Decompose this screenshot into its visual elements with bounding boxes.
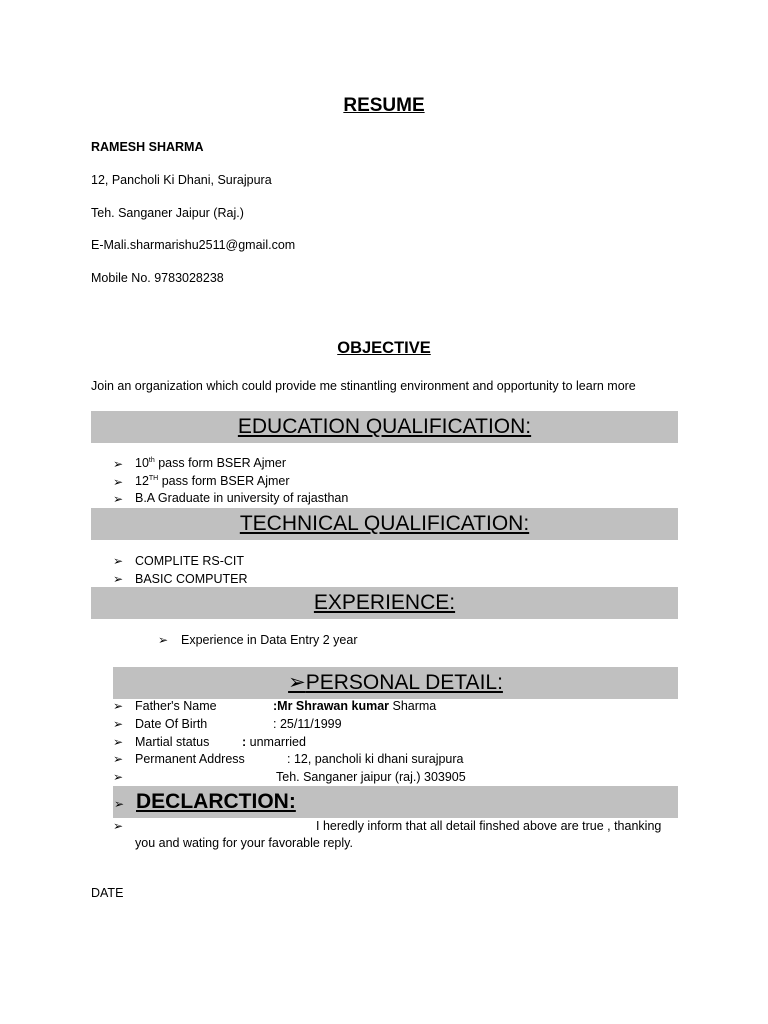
experience-header-band	[91, 587, 678, 619]
declaration-heading: DECLARCTION:	[136, 790, 296, 813]
bullet-arrow-icon: ➢	[114, 797, 125, 811]
bullet-arrow-icon: ➢	[113, 572, 124, 586]
personal-heading: ➢PERSONAL DETAIL:	[288, 671, 503, 694]
bullet-arrow-icon: ➢	[113, 752, 124, 766]
declaration-line-2: you and wating for your favorable reply.	[135, 836, 353, 850]
education-item: B.A Graduate in university of rajasthan	[135, 491, 349, 505]
bullet-arrow-icon: ➢	[113, 819, 124, 833]
bullet-arrow-icon: ➢	[113, 457, 124, 471]
bullet-arrow-icon: ➢	[113, 770, 124, 784]
father-name-value: :Mr Shrawan kumar Sharma	[273, 699, 437, 713]
date-label: DATE	[91, 886, 124, 900]
objective-text: Join an organization which could provide me stinantling environment and opportunity to learn more	[91, 379, 636, 393]
address-value-2: Teh. Sanganer jaipur (raj.) 303905	[276, 770, 466, 784]
address-line-2: Teh. Sanganer Jaipur (Raj.)	[91, 206, 244, 220]
email-text: E-Mali.sharmarishu2511@gmail.com	[91, 238, 296, 252]
bullet-arrow-icon: ➢	[158, 633, 169, 647]
dob-value: : 25/11/1999	[273, 717, 342, 731]
technical-header-band	[91, 508, 678, 540]
dob-label: Date Of Birth	[135, 717, 208, 731]
personal-header-band	[113, 667, 678, 699]
address-value: : 12, pancholi ki dhani surajpura	[287, 752, 464, 766]
education-item: 10th pass form BSER Ajmer	[135, 456, 287, 470]
technical-item: BASIC COMPUTER	[135, 572, 248, 586]
bullet-arrow-icon: ➢	[113, 699, 124, 713]
bullet-arrow-icon: ➢	[113, 735, 124, 749]
education-header-band	[91, 411, 678, 443]
bullet-arrow-icon: ➢	[113, 717, 124, 731]
marital-value: : unmarried	[242, 735, 306, 749]
resume-title: RESUME	[343, 95, 425, 116]
education-heading: EDUCATION QUALIFICATION:	[237, 415, 532, 438]
declaration-line-1: I heredly inform that all detail finshed above are true , thanking	[316, 819, 662, 833]
objective-heading: OBJECTIVE	[337, 339, 431, 357]
bullet-arrow-icon: ➢	[113, 492, 124, 506]
technical-heading: TECHNICAL QUALIFICATION:	[239, 512, 530, 535]
father-name-label: Father's Name	[135, 699, 217, 713]
address-line-1: 12, Pancholi Ki Dhani, Surajpura	[91, 173, 272, 187]
bullet-arrow-icon: ➢	[113, 475, 124, 489]
bullet-arrow-icon: ➢	[113, 554, 124, 568]
mobile-text: Mobile No. 9783028238	[91, 271, 224, 285]
candidate-name: RAMESH SHARMA	[91, 140, 204, 154]
experience-item: Experience in Data Entry 2 year	[181, 633, 358, 647]
declaration-header-band	[113, 786, 678, 818]
address-label: Permanent Address	[135, 752, 245, 766]
bullet-arrow-icon: ➢	[288, 671, 306, 694]
technical-item: COMPLITE RS-CIT	[135, 554, 245, 568]
education-item: 12TH pass form BSER Ajmer	[135, 474, 290, 488]
marital-label: Martial status	[135, 735, 210, 749]
experience-heading: EXPERIENCE:	[313, 591, 456, 614]
